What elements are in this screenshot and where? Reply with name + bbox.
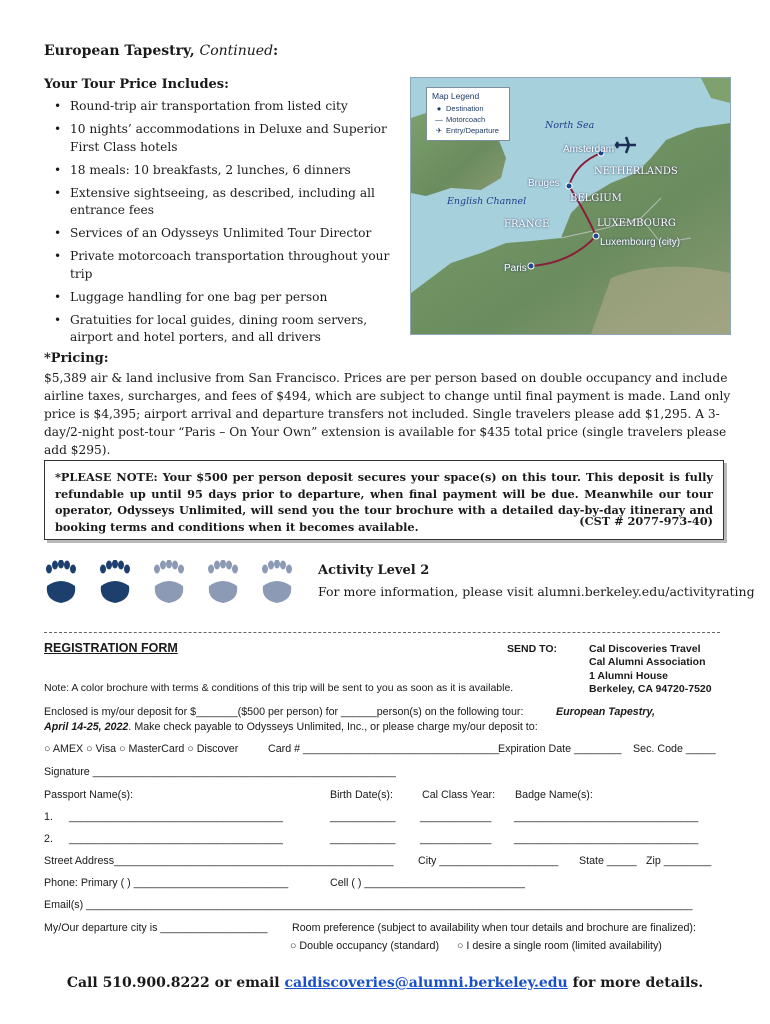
birth-date-field[interactable]: ___________ (330, 833, 396, 845)
city-field[interactable]: City ____________________ (418, 855, 559, 867)
destination-dot-luxembourg (593, 233, 599, 239)
row-number: 2. (44, 833, 53, 845)
destination-dot-icon: ● (436, 104, 442, 113)
expiration-date-field[interactable]: Expiration Date ________ (498, 743, 622, 755)
deposit-note-box (44, 460, 724, 540)
motorcoach-line-icon: — (435, 115, 443, 124)
registration-title: REGISTRATION FORM (44, 641, 178, 655)
birth-date-label: Birth Date(s): (330, 789, 393, 801)
double-occupancy-option[interactable]: ○ Double occupancy (standard) (290, 940, 440, 952)
heading-subtitle: Continued (199, 43, 274, 59)
card-type-options[interactable]: ○ AMEX ○ Visa ○ MasterCard ○ Discover (44, 743, 239, 755)
includes-item: • Gratuities for local guides, dining room servers, airport and hotel porters, and all drivers (52, 312, 400, 347)
destination-dot-bruges (566, 183, 572, 189)
divider (44, 632, 720, 633)
airplane-icon: ✈ (435, 126, 443, 135)
map-label-belgium: BELGIUM (570, 193, 622, 204)
birth-date-field[interactable]: ___________ (330, 811, 396, 823)
passport-name-label: Passport Name(s): (44, 789, 134, 801)
payment-instructions: . Make check payable to Odysseys Unlimited, Inc., or please charge my/our deposit to: (128, 721, 538, 733)
map-label-luxembourg-city: Luxembourg (city) (600, 237, 681, 248)
tour-dates: April 14-25, 2022 (44, 721, 129, 733)
deposit-note-text: *PLEASE NOTE: Your $500 per person deposit secures your space(s) on this tour. This deposit is fully refundable up until 95 days prior to departure, when final payment will be due. Meanwhile our tour operator, Odysseys Unlimited, will send you the tour brochure with a detailed day-by-day itinerary and booking terms and conditions when it becomes available. (55, 470, 713, 534)
address-line: Berkeley, CA 94720-7520 (589, 682, 712, 695)
street-address-field[interactable]: Street Address_______________________________________________ (44, 855, 394, 867)
activity-title: Activity Level 2 (318, 563, 430, 578)
page-heading (44, 43, 278, 59)
legend-entry: Entry/Departure (446, 126, 499, 135)
zip-field[interactable]: Zip ________ (646, 855, 712, 867)
map-label-france: FRANCE (504, 219, 550, 230)
pricing-text: $5,389 air & land inclusive from San Francisco. Prices are per person based on double occupancy and include airline taxes, surcharges, and fees of $494, which are subject to change until final payment is made. Land only price is $4,395; airport arrival and departure transfers not included. Single travelers please add $1,295. A 3-day/2-night post-tour “Paris – On Your Own” extension is available for $435 total price (single travelers please add $295). (44, 371, 731, 457)
activity-text: For more information, please visit alumni.berkeley.edu/activityrating (318, 584, 755, 599)
map-label-paris: Paris (504, 263, 527, 274)
state-field[interactable]: State _____ (579, 855, 637, 867)
sec-code-field[interactable]: Sec. Code _____ (633, 743, 716, 755)
legend-motorcoach: Motorcoach (446, 115, 486, 124)
includes-item: • 10 nights’ accommodations in Deluxe and Superior First Class hotels (52, 121, 400, 156)
card-number-field[interactable]: Card # _________________________________ (268, 743, 500, 755)
email-field[interactable]: Email(s) ______________________________________________________________________________________________________ (44, 899, 693, 911)
email-link[interactable]: caldiscoveries@alumni.berkeley.edu (284, 975, 568, 991)
tour-name-text: European Tapestry, (556, 706, 655, 718)
heading-title: European Tapestry, (44, 43, 195, 59)
signature-field[interactable]: Signature ___________________________________________________ (44, 766, 396, 778)
passport-name-field[interactable]: ____________________________________ (69, 833, 283, 845)
brochure-note: Note: A color brochure with terms & conditions of this trip will be sent to you as soon as it is available. (44, 682, 514, 694)
class-year-field[interactable]: ____________ (420, 811, 492, 823)
includes-item: • Luggage handling for one bag per person (52, 289, 400, 307)
footer-text: Call 510.900.8222 or email (66, 975, 285, 991)
address-line: 1 Alumni House (589, 669, 668, 682)
passport-name-field[interactable]: ____________________________________ (69, 811, 283, 823)
includes-item: • Private motorcoach transportation throughout your trip (52, 248, 400, 283)
pricing-title: *Pricing: (44, 351, 109, 366)
includes-title: Your Tour Price Includes: (44, 77, 229, 92)
class-year-field[interactable]: ____________ (420, 833, 492, 845)
includes-list (52, 98, 400, 352)
tour-name (556, 706, 655, 718)
departure-city-field[interactable]: My/Our departure city is __________________ (44, 922, 268, 934)
single-room-option[interactable]: ○ I desire a single room (limited availability) (457, 940, 662, 952)
address-line: Cal Alumni Association (589, 656, 706, 669)
includes-item: • Services of an Odysseys Unlimited Tour Director (52, 225, 400, 243)
paw-icon-empty (206, 560, 240, 606)
badge-name-label: Badge Name(s): (515, 789, 593, 801)
map-legend (426, 87, 510, 141)
map-label-amsterdam: Amsterdam (563, 144, 615, 155)
map-label-luxembourg: LUXEMBOURG (597, 218, 676, 229)
tour-dates-line (44, 721, 538, 733)
heading-colon: : (273, 43, 279, 59)
room-preference-label: Room preference (subject to availability when tour details and brochure are finalized): (292, 922, 696, 934)
activity-paw-rating (44, 560, 314, 610)
paw-icon-filled (98, 560, 132, 606)
enclosed-line: Enclosed is my/our deposit for $_______($500 per person) for ______person(s) on the following tour: (44, 706, 524, 718)
destination-dot-paris (528, 263, 534, 269)
row-number: 1. (44, 811, 53, 823)
legend-destination: Destination (446, 104, 484, 113)
class-year-label: Cal Class Year: (422, 789, 496, 801)
map-label-netherlands: NETHERLANDS (594, 166, 678, 177)
paw-icon-filled (44, 560, 78, 606)
includes-item: • Round-trip air transportation from listed city (52, 98, 400, 116)
map-legend-title: Map Legend (432, 91, 480, 101)
cell-phone-field[interactable]: Cell ( ) ___________________________ (330, 877, 525, 889)
send-to-label: SEND TO: (507, 643, 557, 655)
badge-name-field[interactable]: _______________________________ (514, 811, 699, 823)
includes-item: • Extensive sightseeing, as described, including all entrance fees (52, 185, 400, 220)
footer-contact (0, 975, 770, 991)
map-label-english-channel: English Channel (447, 196, 527, 207)
cst-number: (CST # 2077-973-40) (579, 513, 713, 528)
badge-name-field[interactable]: _______________________________ (514, 833, 699, 845)
includes-item: • 18 meals: 10 breakfasts, 2 lunches, 6 dinners (52, 162, 400, 180)
paw-icon-empty (152, 560, 186, 606)
map-label-bruges: Bruges (528, 178, 560, 189)
paw-icon-empty (260, 560, 294, 606)
mailing-address (589, 643, 712, 696)
map-label-north-sea: North Sea (545, 120, 595, 131)
footer-text-end: for more details. (567, 975, 704, 991)
address-line: Cal Discoveries Travel (589, 643, 701, 655)
primary-phone-field[interactable]: Phone: Primary ( ) __________________________ (44, 877, 289, 889)
